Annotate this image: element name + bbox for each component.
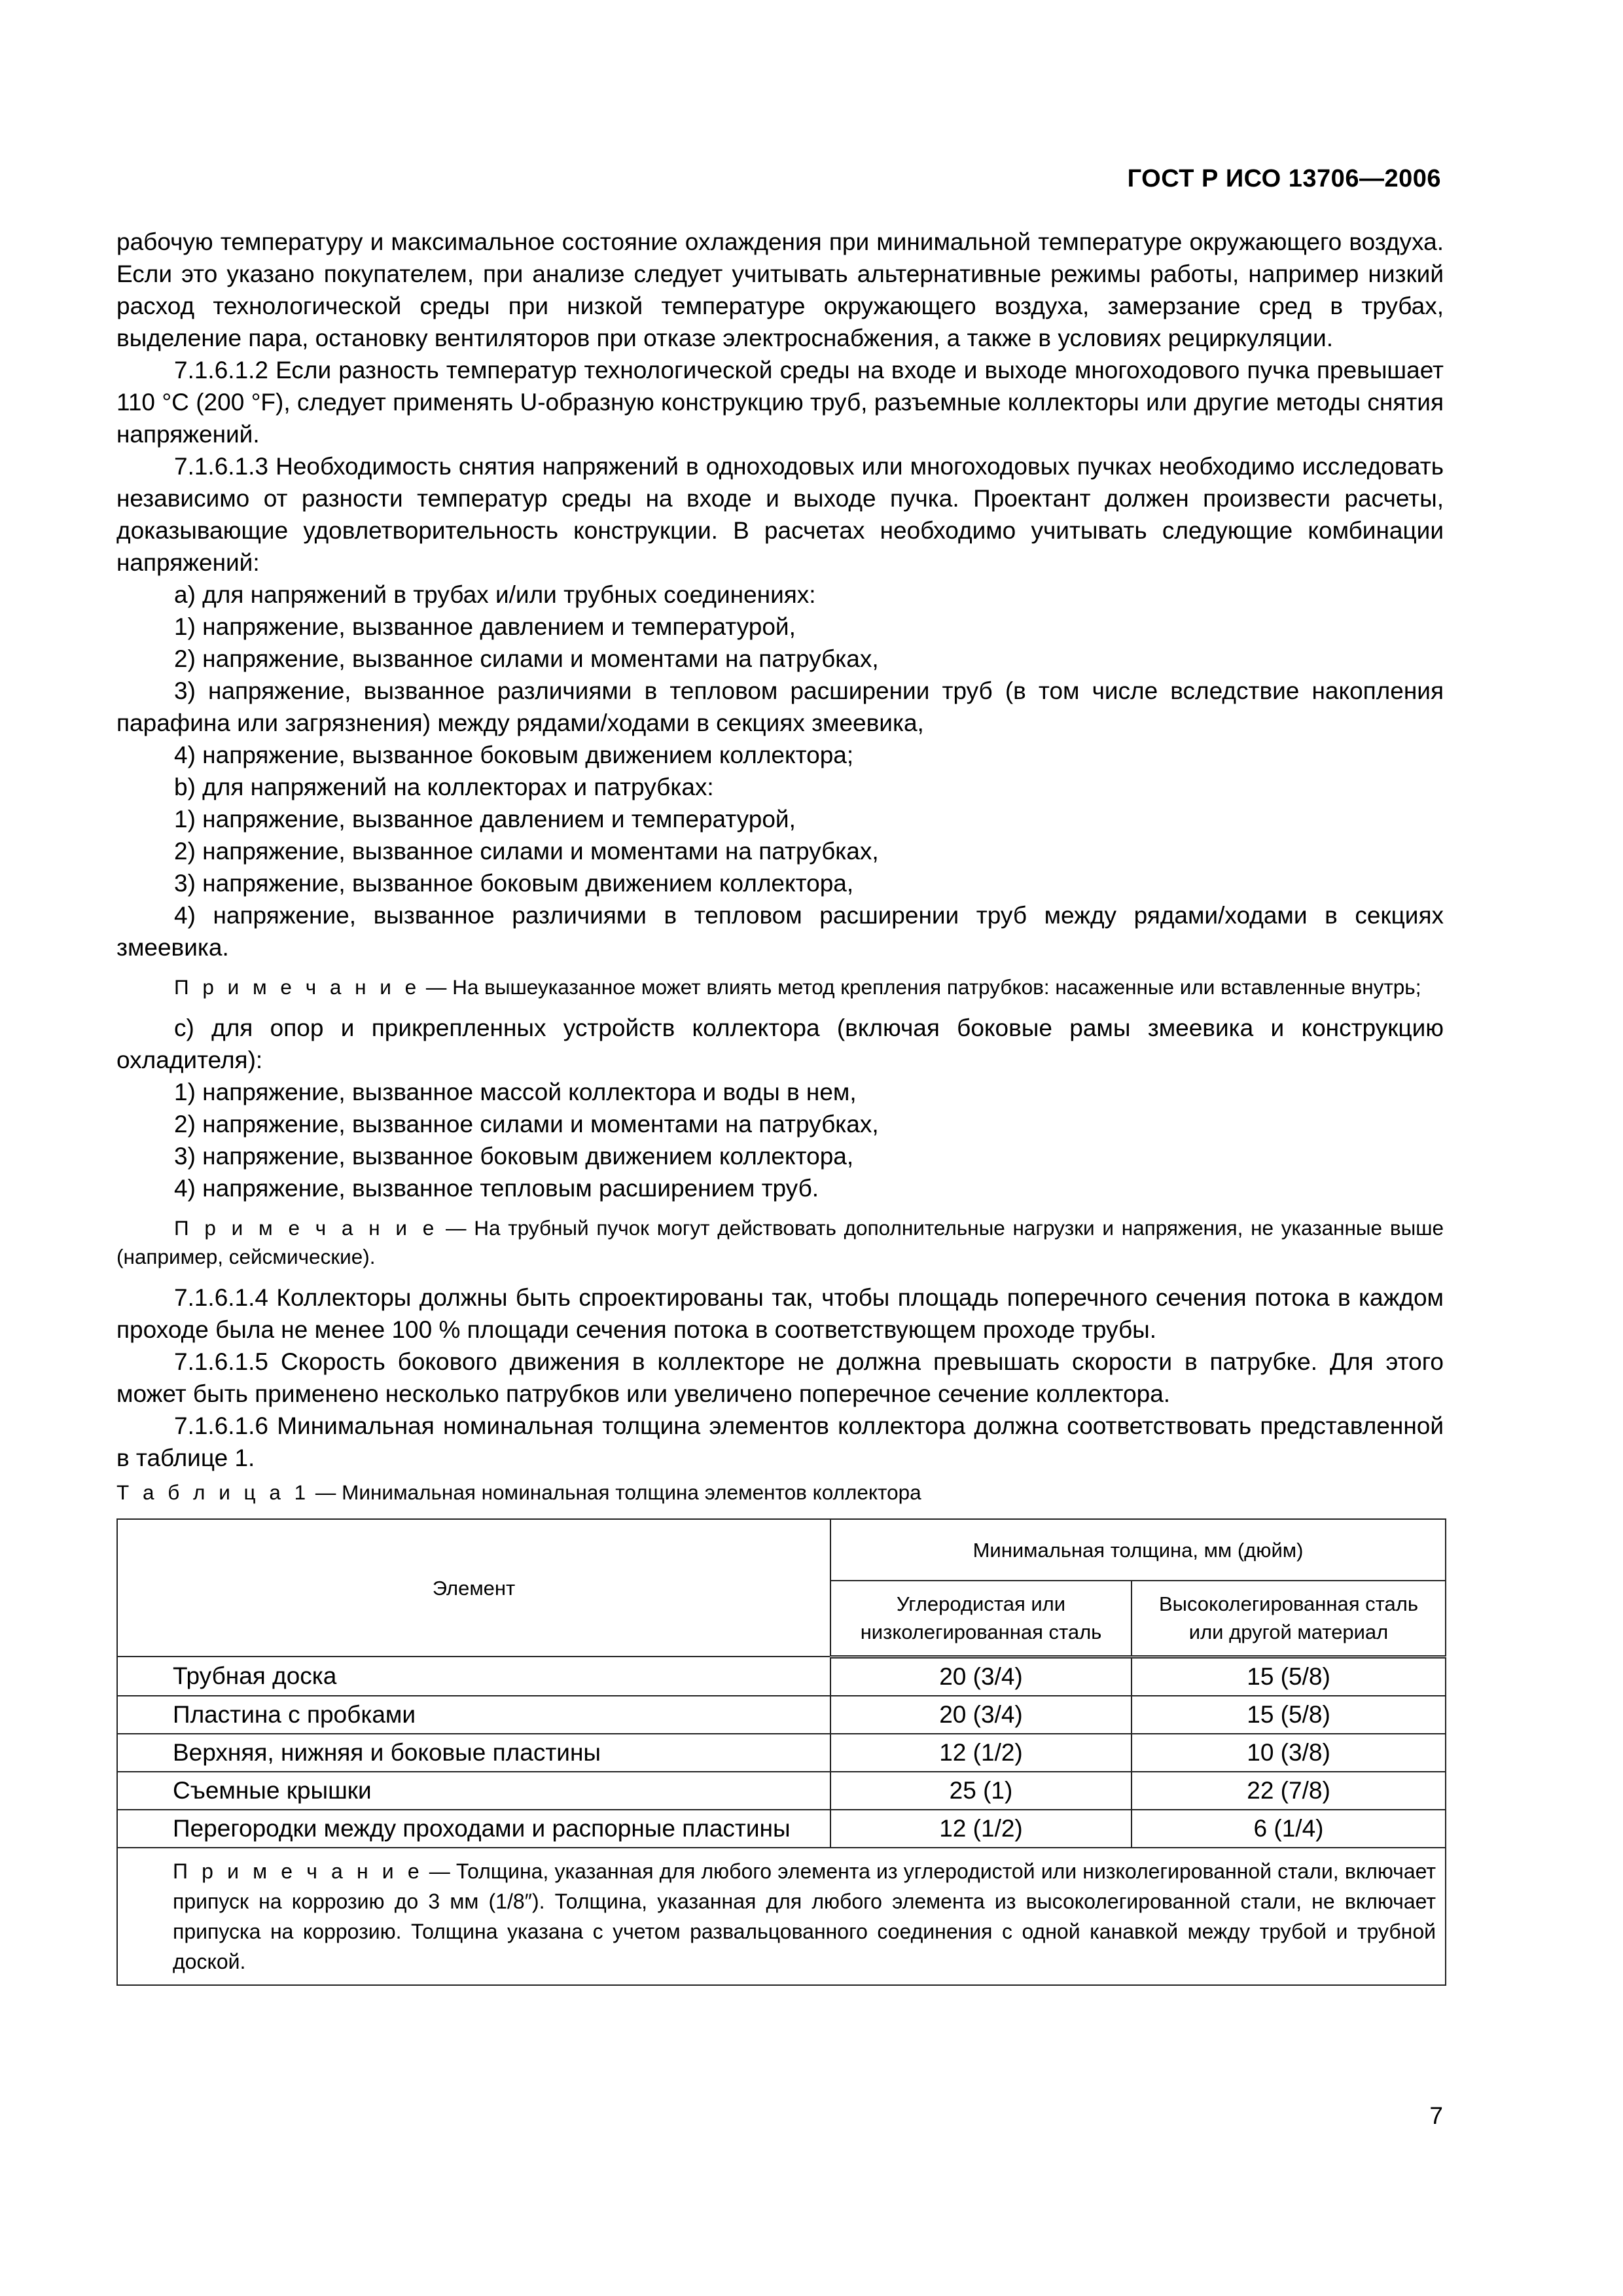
cell-element: Верхняя, нижняя и боковые пластины: [117, 1734, 830, 1772]
list-item: 4) напряжение, вызванное тепловым расширением труб.: [174, 1175, 819, 1202]
note-text: — На трубный пучок могут действовать дополнительные нагрузки и напряжения, не указанные выше (например, сейсмические).: [116, 1216, 1444, 1268]
list-item: 1) напряжение, вызванное давлением и температурой,: [174, 806, 796, 833]
cell-element: Трубная доска: [117, 1657, 830, 1696]
list-item: а) для напряжений в трубах и/или трубных соединениях:: [174, 581, 816, 608]
list-item: 4) напряжение, вызванное различиями в тепловом расширении труб между рядами/ходами в секциях змеевика.: [116, 902, 1444, 961]
table-row: [117, 1734, 1446, 1772]
cell-alloy: 15 (5/8): [1132, 1657, 1446, 1696]
cell-element: Перегородки между проходами и распорные пластины: [117, 1810, 830, 1848]
paragraph: 7.1.6.1.4 Коллекторы должны быть спроектированы так, чтобы площадь поперечного сечения потока в каждом проходе была не менее 100 % площади сечения потока в соответствующем проходе трубы.: [116, 1284, 1444, 1343]
cell-alloy: 6 (1/4): [1132, 1810, 1446, 1848]
cell-carbon: 12 (1/2): [830, 1810, 1132, 1848]
paragraph: 7.1.6.1.5 Скорость бокового движения в коллекторе не должна превышать скорости в патрубке. Для этого может быть применено несколько патрубков или увеличено поперечное сечение коллектора.: [116, 1348, 1444, 1407]
list-item: 2) напряжение, вызванное силами и моментами на патрубках,: [174, 1111, 879, 1138]
paragraph: рабочую температуру и максимальное состояние охлаждения при минимальной температуре окружающего воздуха. Если это указано покупателем, при анализе следует учитывать альтернативные режимы работы, например низкий расход технологической среды при низкой температуре окружающего воздуха, замерзание сред в трубах, выделение пара, остановку вентиляторов при отказе электроснабжения, а также в условиях рециркуляции.: [116, 228, 1444, 351]
thickness-table: [116, 1518, 1446, 1986]
table-row: [117, 1696, 1446, 1734]
list-item: 2) напряжение, вызванное силами и моментами на патрубках,: [174, 838, 879, 865]
cell-alloy: 15 (5/8): [1132, 1696, 1446, 1734]
list-item: 3) напряжение, вызванное боковым движением коллектора,: [174, 870, 854, 897]
paragraph: 7.1.6.1.6 Минимальная номинальная толщина элементов коллектора должна соответствовать представленной в таблице 1.: [116, 1412, 1444, 1471]
note-text: — На вышеуказанное может влиять метод крепления патрубков: насаженные или вставленные внутрь;: [420, 975, 1421, 999]
table-caption-label: Т а б л и ц а 1: [116, 1480, 310, 1504]
cell-carbon: 20 (3/4): [830, 1696, 1132, 1734]
paragraph: 7.1.6.1.2 Если разность температур технологической среды на входе и выходе многоходового пучка превышает 110 °C (200 °F), следует применять U-образную конструкцию труб, разъемные коллекторы или другие методы снятия напряжений.: [116, 357, 1444, 448]
list-item: 3) напряжение, вызванное боковым движением коллектора,: [174, 1143, 854, 1170]
cell-element: Съемные крышки: [117, 1772, 830, 1810]
document-body: [116, 226, 1444, 1986]
note: [116, 973, 1444, 1001]
note-label: П р и м е ч а н и е: [174, 1216, 438, 1240]
cell-element: Пластина с пробками: [117, 1696, 830, 1734]
table-row: [117, 1657, 1446, 1696]
list-item: с) для опор и прикрепленных устройств коллектора (включая боковые рамы змеевика и конструкцию охладителя):: [116, 1014, 1444, 1073]
cell-carbon: 20 (3/4): [830, 1657, 1132, 1696]
table-note: [117, 1848, 1446, 1985]
paragraph: 7.1.6.1.3 Необходимость снятия напряжений в одноходовых или многоходовых пучках необходимо исследовать независимо от разности температур среды на входе и выходе пучка. Проектант должен произвести расчеты, доказывающие удовлетворительность конструкции. В расчетах необходимо учитывать следующие комбинации напряжений:: [116, 453, 1444, 576]
table-note-text: — Толщина, указанная для любого элемента из углеродистой или низколегированной стали, включает припуск на коррозию до 3 мм (1/8″). Толщина, указанная для любого элемента из высоколегированной стали, не включает припуска на коррозию. Толщина указана с учетом развальцованного соединения с одной канавкой между трубой и трубной доской.: [173, 1859, 1436, 1973]
cell-carbon: 25 (1): [830, 1772, 1132, 1810]
cell-alloy: 10 (3/8): [1132, 1734, 1446, 1772]
column-header-carbon: Углеродистая или низколегированная сталь: [830, 1581, 1132, 1657]
document-id-header: ГОСТ Р ИСО 13706—2006: [1127, 165, 1441, 192]
table-row: [117, 1772, 1446, 1810]
list-item: b) для напряжений на коллекторах и патрубках:: [174, 774, 714, 800]
list-item: 3) напряжение, вызванное различиями в тепловом расширении труб (в том числе вследствие накопления парафина или загрязнения) между рядами/ходами в секциях змеевика,: [116, 677, 1444, 736]
column-header-group: Минимальная толщина, мм (дюйм): [830, 1519, 1446, 1581]
cell-alloy: 22 (7/8): [1132, 1772, 1446, 1810]
column-header-element: Элемент: [117, 1519, 830, 1657]
list-item: 1) напряжение, вызванное давлением и температурой,: [174, 613, 796, 640]
list-item: 2) напряжение, вызванное силами и моментами на патрубках,: [174, 645, 879, 672]
note-label: П р и м е ч а н и е: [174, 975, 421, 999]
column-header-alloy: Высоколегированная сталь или другой материал: [1132, 1581, 1446, 1657]
list-item: 4) напряжение, вызванное боковым движением коллектора;: [174, 742, 854, 768]
table-caption-text: — Минимальная номинальная толщина элементов коллектора: [310, 1480, 921, 1504]
note: [116, 1213, 1444, 1271]
table-note-label: П р и м е ч а н и е: [173, 1859, 423, 1883]
table-row: [117, 1810, 1446, 1848]
cell-carbon: 12 (1/2): [830, 1734, 1132, 1772]
page-number: 7: [1429, 2102, 1443, 2129]
table-caption: [116, 1478, 1444, 1507]
list-item: 1) напряжение, вызванное массой коллектора и воды в нем,: [174, 1079, 857, 1105]
